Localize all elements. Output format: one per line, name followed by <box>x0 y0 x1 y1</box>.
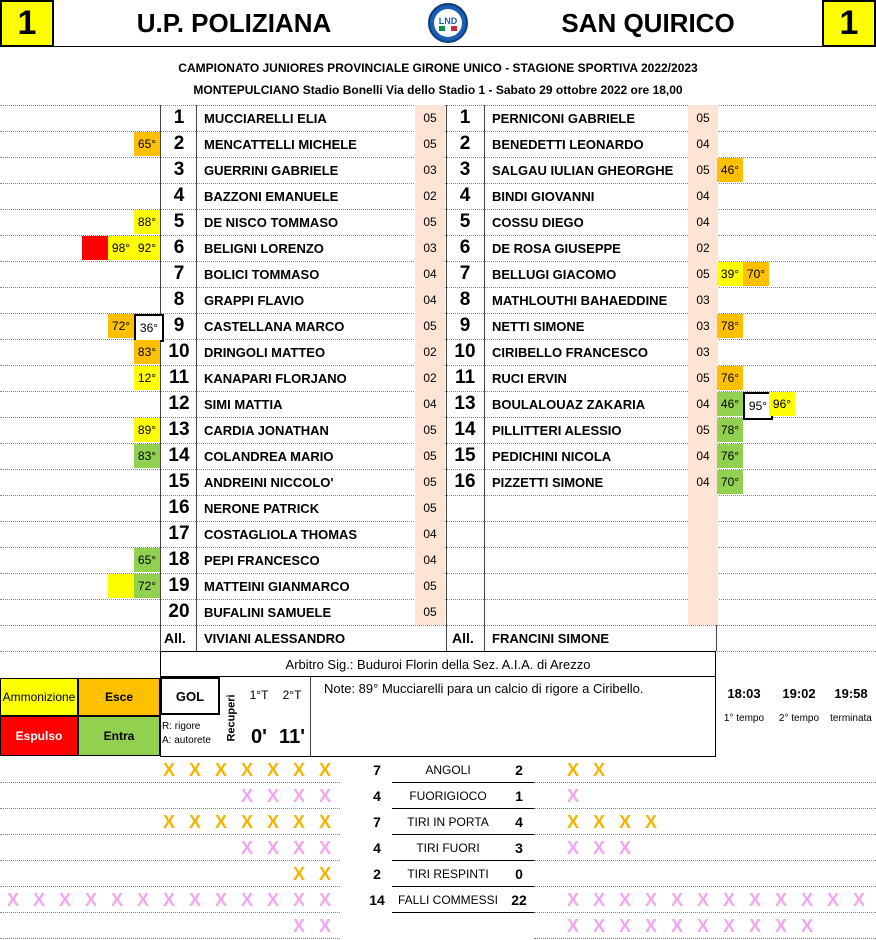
stat-away-value: 22 <box>511 892 527 908</box>
away-player-year: 05 <box>688 157 718 183</box>
stat-home-value: 14 <box>369 892 385 908</box>
away-player-year: 05 <box>688 417 718 443</box>
time-2-label: 2° tempo <box>778 713 820 724</box>
stats-row-line <box>534 834 876 835</box>
time-1-value: 18:03 <box>727 686 761 701</box>
stat-x-mark: X <box>696 916 709 936</box>
away-player-year: 05 <box>688 105 718 131</box>
home-player-year: 05 <box>415 469 445 495</box>
home-player-year: 04 <box>415 391 445 417</box>
competition-title: CAMPIONATO JUNIORES PROVINCIALE GIRONE UNICO - STAGIONE SPORTIVA 2022/2023 <box>178 61 698 75</box>
home-player-year: 05 <box>415 443 445 469</box>
stat-x-mark: X <box>292 890 305 910</box>
stat-x-mark: X <box>318 890 331 910</box>
stats-row-line <box>0 834 340 835</box>
legend-second-half: 2°T <box>282 688 302 702</box>
legend-gol: GOL <box>160 677 220 715</box>
home-event-marker: 65° <box>134 132 160 156</box>
stat-x-mark: X <box>266 812 279 832</box>
grid-divider <box>484 105 485 651</box>
away-player-year: 04 <box>688 391 718 417</box>
away-player-number: 7 <box>459 263 471 284</box>
stat-x-mark: X <box>32 890 45 910</box>
home-player-number: 14 <box>168 445 190 466</box>
home-player-name: BOLICI TOMMASO <box>204 266 320 282</box>
note-box-border <box>160 677 716 757</box>
stat-x-mark: X <box>188 760 201 780</box>
stat-x-mark: X <box>852 890 865 910</box>
time-3-value: 19:58 <box>834 686 868 701</box>
legend-first-half: 1°T <box>249 688 269 702</box>
stat-x-mark: X <box>58 890 71 910</box>
home-player-year: 04 <box>415 521 445 547</box>
stat-x-mark: X <box>592 916 605 936</box>
stat-underline <box>392 886 534 887</box>
league-logo-inner <box>434 9 462 37</box>
flag-icon <box>439 26 457 31</box>
stat-x-mark: X <box>592 890 605 910</box>
stat-x-mark: X <box>618 916 631 936</box>
away-player-year: 05 <box>688 365 718 391</box>
away-player-number: 14 <box>454 419 476 440</box>
home-player-year: 05 <box>415 495 445 521</box>
away-event-marker: 78° <box>717 418 743 442</box>
home-player-name: MENCATTELLI MICHELE <box>204 136 357 152</box>
home-player-number: 11 <box>168 367 190 388</box>
home-player-name: BELIGNI LORENZO <box>204 240 324 256</box>
away-team-name: SAN QUIRICO <box>561 7 735 38</box>
header-bottom-border <box>0 46 876 47</box>
stat-x-mark: X <box>644 812 657 832</box>
away-player-number: 6 <box>459 237 471 258</box>
stat-x-mark: X <box>136 890 149 910</box>
home-player-number: 4 <box>173 185 185 206</box>
home-player-year: 05 <box>415 417 445 443</box>
stat-x-mark: X <box>240 812 253 832</box>
league-logo <box>428 3 468 43</box>
away-event-marker: 70° <box>717 470 743 494</box>
away-player-name: PEDICHINI NICOLA <box>492 448 612 464</box>
away-player-year: 04 <box>688 209 718 235</box>
stat-x-mark: X <box>214 760 227 780</box>
away-player-number: 15 <box>454 445 476 466</box>
stat-label: TIRI RESPINTI <box>407 867 489 881</box>
legend-ammonizione: Ammonizione <box>0 678 78 716</box>
home-player-name: CASTELLANA MARCO <box>204 318 345 334</box>
away-player-name: PILLITTERI ALESSIO <box>492 422 622 438</box>
home-event-marker: 72° <box>108 314 134 338</box>
stat-x-mark: X <box>318 786 331 806</box>
home-event-marker: 88° <box>134 210 160 234</box>
stat-label: FUORIGIOCO <box>409 789 487 803</box>
match-note: Note: 89° Mucciarelli para un calcio di rigore a Ciribello. <box>324 681 644 696</box>
stat-x-mark: X <box>644 916 657 936</box>
stat-x-mark: X <box>240 890 253 910</box>
away-player-number: 8 <box>459 289 471 310</box>
home-player-year: 04 <box>415 547 445 573</box>
stat-x-mark: X <box>292 838 305 858</box>
home-player-name: KANAPARI FLORJANO <box>204 370 347 386</box>
home-event-marker <box>82 236 108 260</box>
stat-x-mark: X <box>800 890 813 910</box>
time-3-label: terminata <box>830 713 872 724</box>
home-player-name: BAZZONI EMANUELE <box>204 188 339 204</box>
stat-x-mark: X <box>748 916 761 936</box>
away-player-name: BINDI GIOVANNI <box>492 188 595 204</box>
legend-entra: Entra <box>78 716 160 756</box>
stat-x-mark: X <box>592 760 605 780</box>
stat-home-value: 7 <box>373 762 381 778</box>
stat-x-mark: X <box>722 916 735 936</box>
away-event-marker: 78° <box>717 314 743 338</box>
stat-underline <box>392 912 534 913</box>
stat-x-mark: X <box>292 760 305 780</box>
stat-x-mark: X <box>566 760 579 780</box>
home-player-year: 05 <box>415 313 445 339</box>
referee-text: Arbitro Sig.: Buduroi Florin della Sez. A.I.A. di Arezzo <box>285 656 591 672</box>
stat-x-mark: X <box>162 890 175 910</box>
home-player-name: DE NISCO TOMMASO <box>204 214 339 230</box>
stat-label: TIRI FUORI <box>416 841 480 855</box>
home-player-number: 2 <box>173 133 185 154</box>
legend-esce: Esce <box>78 678 160 716</box>
stat-x-mark: X <box>266 760 279 780</box>
away-player-number: 11 <box>454 367 476 388</box>
home-score: 1 <box>0 0 54 47</box>
away-player-year: 04 <box>688 131 718 157</box>
stats-row-line <box>534 808 876 809</box>
stat-x-mark: X <box>318 812 331 832</box>
home-player-year: 04 <box>415 287 445 313</box>
away-player-number: 10 <box>454 341 476 362</box>
stat-x-mark: X <box>566 916 579 936</box>
recupero-second-half: 11' <box>279 726 305 748</box>
away-event-marker: 70° <box>743 262 769 286</box>
stat-away-value: 4 <box>515 814 523 830</box>
home-player-name: COLANDREA MARIO <box>204 448 334 464</box>
away-player-number: 2 <box>459 133 471 154</box>
away-event-marker: 46° <box>717 392 743 416</box>
stat-x-mark: X <box>318 916 331 936</box>
stat-x-mark: X <box>214 890 227 910</box>
stat-x-mark: X <box>592 812 605 832</box>
home-player-year: 02 <box>415 183 445 209</box>
stat-underline <box>392 782 534 783</box>
time-1-label: 1° tempo <box>723 713 765 724</box>
away-event-marker: 76° <box>717 444 743 468</box>
home-player-year: 05 <box>415 573 445 599</box>
stats-row-line <box>534 860 876 861</box>
away-player-name: COSSU DIEGO <box>492 214 584 230</box>
home-team-name: U.P. POLIZIANA <box>136 7 332 38</box>
home-player-name: MATTEINI GIANMARCO <box>204 578 350 594</box>
away-event-marker: 76° <box>717 366 743 390</box>
home-player-year: 05 <box>415 131 445 157</box>
stat-x-mark: X <box>292 786 305 806</box>
stat-x-mark: X <box>774 916 787 936</box>
stat-home-value: 7 <box>373 814 381 830</box>
home-player-name: GRAPPI FLAVIO <box>204 292 305 308</box>
stat-x-mark: X <box>110 890 123 910</box>
home-player-number: 20 <box>168 601 190 622</box>
time-1 <box>716 678 772 724</box>
home-event-marker <box>108 574 134 598</box>
home-player-name: BUFALINI SAMUELE <box>204 604 332 620</box>
home-player-name: GUERRINI GABRIELE <box>204 162 339 178</box>
home-player-number: 13 <box>168 419 190 440</box>
away-player-year: 03 <box>688 313 718 339</box>
away-player-name: DE ROSA GIUSEPPE <box>492 240 621 256</box>
times-panel <box>716 678 876 738</box>
home-event-marker: 12° <box>134 366 160 390</box>
stat-home-value: 4 <box>373 788 381 804</box>
stat-away-value: 0 <box>515 866 523 882</box>
home-player-name: MUCCIARELLI ELIA <box>204 110 327 126</box>
away-player-name: PIZZETTI SIMONE <box>492 474 604 490</box>
stat-x-mark: X <box>800 916 813 936</box>
stats-row-line <box>0 782 340 783</box>
stat-x-mark: X <box>240 786 253 806</box>
time-2-value: 19:02 <box>782 686 816 701</box>
home-player-year: 05 <box>415 105 445 131</box>
away-player-name: BENEDETTI LEONARDO <box>492 136 644 152</box>
home-coach-label: All. <box>164 630 186 646</box>
stat-away-value: 2 <box>515 762 523 778</box>
stat-x-mark: X <box>84 890 97 910</box>
stats-row-line <box>534 938 876 939</box>
stat-x-mark: X <box>318 864 331 884</box>
stat-x-mark: X <box>566 786 579 806</box>
home-player-name: DRINGOLI MATTEO <box>204 344 326 360</box>
home-player-year: 02 <box>415 339 445 365</box>
away-score: 1 <box>822 0 876 47</box>
home-event-marker: 36° <box>134 314 164 342</box>
stat-x-mark: X <box>644 890 657 910</box>
stat-x-mark: X <box>266 838 279 858</box>
stat-label: ANGOLI <box>425 763 471 777</box>
stat-home-value: 4 <box>373 840 381 856</box>
away-player-number: 16 <box>454 471 476 492</box>
home-player-name: COSTAGLIOLA THOMAS <box>204 526 358 542</box>
stat-x-mark: X <box>592 838 605 858</box>
home-player-year: 04 <box>415 261 445 287</box>
recupero-first-half: 0' <box>251 726 267 748</box>
legend-recuperi-label: Recuperi <box>226 694 239 742</box>
away-player-year: 04 <box>688 443 718 469</box>
away-event-marker: 96° <box>769 392 795 416</box>
stat-label: FALLI COMMESSI <box>397 893 499 907</box>
away-event-marker: 95° <box>743 392 773 420</box>
stats-row-line <box>0 938 340 939</box>
away-player-name: PERNICONI GABRIELE <box>492 110 636 126</box>
home-event-marker: 72° <box>134 574 160 598</box>
stat-away-value: 3 <box>515 840 523 856</box>
legend-autorete: A: autorete <box>162 735 211 746</box>
stat-x-mark: X <box>670 890 683 910</box>
home-player-number: 5 <box>173 211 185 232</box>
stat-x-mark: X <box>6 890 19 910</box>
stats-row-line <box>534 782 876 783</box>
stat-x-mark: X <box>188 812 201 832</box>
home-event-marker: 65° <box>134 548 160 572</box>
stat-x-mark: X <box>618 890 631 910</box>
home-player-number: 12 <box>168 393 190 414</box>
stat-away-value: 1 <box>515 788 523 804</box>
home-player-number: 15 <box>168 471 190 492</box>
home-player-number: 1 <box>173 107 185 128</box>
away-year-empty <box>688 573 718 599</box>
home-player-name: PEPI FRANCESCO <box>204 552 320 568</box>
away-player-number: 3 <box>459 159 471 180</box>
away-player-year: 05 <box>688 261 718 287</box>
away-player-name: SALGAU IULIAN GHEORGHE <box>492 162 674 178</box>
stat-x-mark: X <box>826 890 839 910</box>
away-player-number: 13 <box>454 393 476 414</box>
home-player-number: 7 <box>173 263 185 284</box>
stats-row-line <box>0 808 340 809</box>
away-player-number: 1 <box>459 107 471 128</box>
away-player-number: 4 <box>459 185 471 206</box>
away-coach-label: All. <box>452 630 474 646</box>
stat-x-mark: X <box>266 786 279 806</box>
home-event-marker: 83° <box>134 444 160 468</box>
stat-x-mark: X <box>214 812 227 832</box>
stat-x-mark: X <box>292 812 305 832</box>
stat-x-mark: X <box>670 916 683 936</box>
home-player-number: 6 <box>173 237 185 258</box>
venue-info: MONTEPULCIANO Stadio Bonelli Via dello Stadio 1 - Sabato 29 ottobre 2022 ore 18,00 <box>193 83 683 97</box>
home-player-year: 05 <box>415 599 445 625</box>
away-player-number: 9 <box>459 315 471 336</box>
home-player-name: CARDIA JONATHAN <box>204 422 329 438</box>
away-event-marker: 46° <box>717 158 743 182</box>
stat-x-mark: X <box>696 890 709 910</box>
stat-underline <box>392 860 534 861</box>
away-player-year: 03 <box>688 339 718 365</box>
away-player-year: 04 <box>688 183 718 209</box>
away-year-empty <box>688 599 718 625</box>
home-event-marker: 92° <box>134 236 160 260</box>
home-player-number: 8 <box>173 289 185 310</box>
stat-x-mark: X <box>566 838 579 858</box>
grid-row-line <box>0 625 876 626</box>
home-event-marker: 83° <box>134 340 160 364</box>
home-player-name: ANDREINI NICCOLO' <box>204 474 334 490</box>
home-event-marker: 89° <box>134 418 160 442</box>
stat-x-mark: X <box>292 916 305 936</box>
away-player-number: 5 <box>459 211 471 232</box>
stat-x-mark: X <box>318 838 331 858</box>
stat-x-mark: X <box>618 838 631 858</box>
stat-x-mark: X <box>292 864 305 884</box>
stats-row-line <box>0 886 340 887</box>
time-3 <box>826 678 876 724</box>
stat-x-mark: X <box>266 890 279 910</box>
away-year-empty <box>688 521 718 547</box>
stat-x-mark: X <box>774 890 787 910</box>
stat-x-mark: X <box>318 760 331 780</box>
home-player-number: 18 <box>168 549 190 570</box>
home-player-number: 16 <box>168 497 190 518</box>
stats-row-line <box>0 860 340 861</box>
home-event-marker: 98° <box>108 236 134 260</box>
league-logo-text: LND <box>438 15 458 26</box>
stats-row-line <box>534 912 876 913</box>
stat-x-mark: X <box>722 890 735 910</box>
legend-rigore: R: rigore <box>162 721 201 732</box>
away-coach-name: FRANCINI SIMONE <box>492 630 609 646</box>
away-player-name: MATHLOUTHI BAHAEDDINE <box>492 292 668 308</box>
away-event-marker: 39° <box>717 262 743 286</box>
home-player-number: 10 <box>168 341 190 362</box>
time-2 <box>772 678 826 724</box>
home-player-name: NERONE PATRICK <box>204 500 320 516</box>
home-player-year: 03 <box>415 235 445 261</box>
stat-underline <box>392 808 534 809</box>
stat-x-mark: X <box>240 760 253 780</box>
stat-x-mark: X <box>566 812 579 832</box>
stat-underline <box>392 834 534 835</box>
home-player-year: 02 <box>415 365 445 391</box>
home-player-number: 17 <box>168 523 190 544</box>
away-player-name: BELLUGI GIACOMO <box>492 266 617 282</box>
stats-row-line <box>0 912 340 913</box>
stats-row-line <box>534 886 876 887</box>
stat-x-mark: X <box>162 760 175 780</box>
stat-x-mark: X <box>188 890 201 910</box>
stat-home-value: 2 <box>373 866 381 882</box>
away-player-year: 04 <box>688 469 718 495</box>
legend-espulso: Espulso <box>0 716 78 756</box>
away-player-year: 02 <box>688 235 718 261</box>
stat-x-mark: X <box>748 890 761 910</box>
home-player-year: 03 <box>415 157 445 183</box>
stat-x-mark: X <box>240 838 253 858</box>
away-player-name: CIRIBELLO FRANCESCO <box>492 344 648 360</box>
home-player-number: 3 <box>173 159 185 180</box>
home-player-name: SIMI MATTIA <box>204 396 283 412</box>
home-player-number: 9 <box>173 315 185 336</box>
stat-x-mark: X <box>162 812 175 832</box>
away-player-year: 03 <box>688 287 718 313</box>
away-year-empty <box>688 495 718 521</box>
stat-x-mark: X <box>618 812 631 832</box>
home-player-number: 19 <box>168 575 190 596</box>
home-player-year: 05 <box>415 209 445 235</box>
away-year-empty <box>688 547 718 573</box>
away-player-name: BOULALOUAZ ZAKARIA <box>492 396 646 412</box>
stat-label: TIRI IN PORTA <box>407 815 489 829</box>
away-player-name: RUCI ERVIN <box>492 370 567 386</box>
stat-x-mark: X <box>566 890 579 910</box>
home-coach-name: VIVIANI ALESSANDRO <box>204 630 346 646</box>
away-player-name: NETTI SIMONE <box>492 318 585 334</box>
referee-box <box>160 651 716 677</box>
